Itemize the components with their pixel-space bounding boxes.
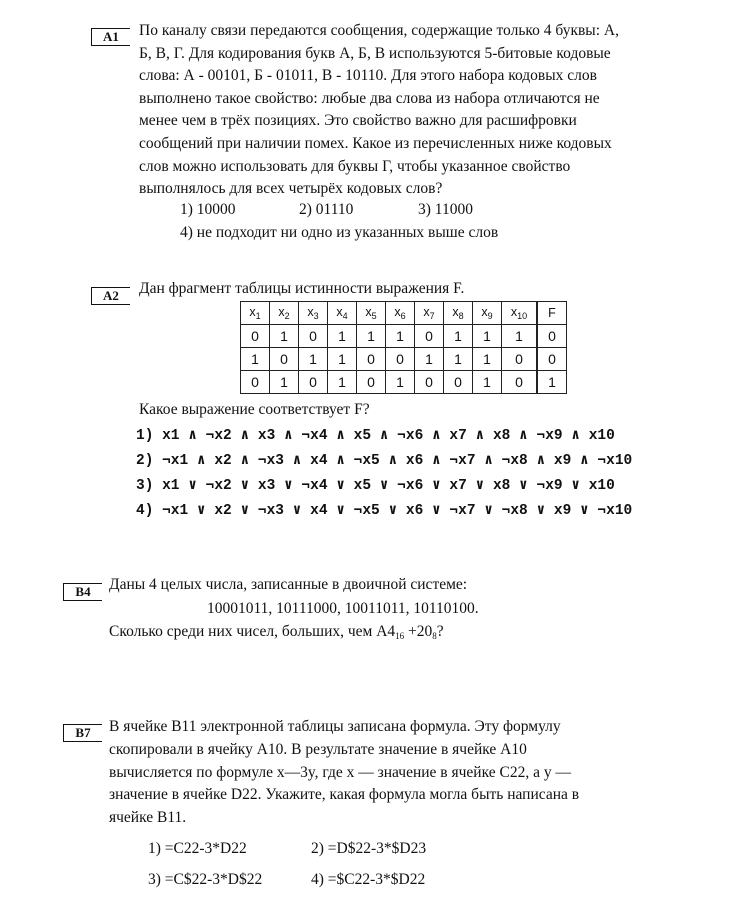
header-cell-f: F: [537, 302, 567, 325]
a2-intro: Дан фрагмент таблицы истинности выражения F.: [139, 280, 465, 297]
header-cell: $x_8$: [444, 302, 473, 325]
b4-question-end: ?: [436, 623, 444, 640]
b7-line: скопировали в ячейку A10. В результате значение в ячейке A10: [109, 740, 527, 758]
truth-table: [240, 301, 567, 394]
b4-sub-8: 8: [432, 631, 437, 641]
b7-line: значение в ячейке D22. Укажите, какая формула могла быть написана в: [109, 786, 580, 804]
a1-line: сообщений при наличии помех. Какое из перечисленных ниже кодовых: [139, 134, 612, 152]
table-cell: 1: [473, 371, 502, 394]
b7-question-text: [109, 716, 579, 830]
a1-line: выполнялось для всех четырёх кодовых слов?: [139, 180, 443, 198]
table-cell: 0: [241, 371, 270, 394]
b7-option-2: 2) =D$22-3*$D23: [311, 840, 427, 857]
table-cell: 1: [473, 348, 502, 371]
a2-formula-4: 4) ¬x1 ∨ x2 ∨ ¬x3 ∨ x4 ∨ ¬x5 ∨ x6 ∨ ¬x7 ∨ ¬x8 ∨ x9 ∨ ¬x10: [136, 503, 633, 519]
header-cell: $x_{10}$: [502, 302, 538, 325]
table-cell-f: 1: [537, 371, 567, 394]
table-cell: 1: [241, 348, 270, 371]
table-cell: 1: [444, 348, 473, 371]
task-label-b7: B7: [63, 724, 102, 742]
b7-option-1: 1) =C22-3*D22: [148, 840, 247, 857]
table-cell: 0: [299, 325, 328, 348]
table-cell: 0: [444, 371, 473, 394]
table-cell: 1: [328, 371, 357, 394]
b4-question: [109, 623, 444, 641]
b4-question-prefix: Сколько среди них чисел, больших, чем A4: [109, 623, 396, 640]
b4-numbers: 10001011, 10111000, 10011011, 10110100.: [207, 600, 479, 617]
a1-option-4: 4) не подходит ни одно из указанных выше слов: [180, 224, 499, 241]
table-cell: 1: [386, 371, 415, 394]
a2-formula-2: 2) ¬x1 ∧ x2 ∧ ¬x3 ∧ x4 ∧ ¬x5 ∧ x6 ∧ ¬x7 ∧ ¬x8 ∧ x9 ∧ ¬x10: [136, 453, 633, 469]
table-cell: 0: [357, 348, 386, 371]
task-label-a2: A2: [91, 287, 130, 305]
header-cell: $x_7$: [415, 302, 444, 325]
header-cell: $x_2$: [270, 302, 299, 325]
table-cell: 0: [241, 325, 270, 348]
b7-option-3: 3) =C$22-3*D$22: [148, 871, 263, 888]
table-cell: 0: [502, 348, 538, 371]
a1-question-text: [139, 20, 619, 201]
table-cell: 1: [299, 348, 328, 371]
b7-line: В ячейке B11 электронной таблицы записана формула. Эту формулу: [109, 718, 561, 735]
table-cell: 1: [502, 325, 538, 348]
header-cell: $x_9$: [473, 302, 502, 325]
table-cell: 1: [328, 325, 357, 348]
b7-line: вычисляется по формуле x—3y, где x — значение в ячейке C22, а y —: [109, 763, 571, 781]
table-cell: 1: [415, 348, 444, 371]
a1-option-3: 3) 11000: [418, 201, 473, 218]
task-label-b4: B4: [63, 583, 102, 601]
table-row: [241, 371, 567, 394]
a1-line: менее чем в трёх позициях. Это свойство важно для расшифровки: [139, 112, 577, 130]
truth-table-header: [241, 302, 567, 325]
a1-option-2: 2) 01110: [299, 201, 354, 218]
table-cell: 1: [473, 325, 502, 348]
table-cell: 0: [299, 371, 328, 394]
a2-formula-1: 1) x1 ∧ ¬x2 ∧ x3 ∧ ¬x4 ∧ x5 ∧ ¬x6 ∧ x7 ∧ x8 ∧ ¬x9 ∧ x10: [136, 428, 615, 444]
table-cell: 1: [386, 325, 415, 348]
table-cell-f: 0: [537, 348, 567, 371]
a2-formula-3: 3) x1 ∨ ¬x2 ∨ x3 ∨ ¬x4 ∨ x5 ∨ ¬x6 ∨ x7 ∨ x8 ∨ ¬x9 ∨ x10: [136, 478, 615, 494]
table-row: [241, 348, 567, 371]
header-cell: $x_4$: [328, 302, 357, 325]
table-cell: 1: [357, 325, 386, 348]
table-cell: 0: [357, 371, 386, 394]
header-cell: $x_6$: [386, 302, 415, 325]
task-label-a1: A1: [91, 28, 130, 46]
table-cell: 1: [444, 325, 473, 348]
a2-question: Какое выражение соответствует F?: [139, 401, 370, 418]
b7-line: ячейке B11.: [109, 809, 187, 827]
a1-option-1: 1) 10000: [180, 201, 236, 218]
b7-option-4: 4) =$C22-3*$D22: [311, 871, 426, 888]
table-cell: 0: [270, 348, 299, 371]
a1-line: Б, В, Г. Для кодирования букв А, Б, В используются 5-битовые кодовые: [139, 44, 611, 62]
header-cell: $x_1$: [241, 302, 270, 325]
table-cell: 0: [502, 371, 538, 394]
table-cell-f: 0: [537, 325, 567, 348]
b4-line-1: Даны 4 целых числа, записанные в двоичной системе:: [109, 576, 468, 593]
table-row: [241, 325, 567, 348]
a1-line: слов можно использовать для буквы Г, чтобы указанное свойство: [139, 157, 571, 175]
a1-line: выполнено такое свойство: любые два слова из набора отличаются не: [139, 89, 600, 107]
a1-line: По каналу связи передаются сообщения, содержащие только 4 буквы: А,: [139, 22, 619, 39]
header-cell: $x_5$: [357, 302, 386, 325]
table-cell: 0: [415, 325, 444, 348]
table-cell: 1: [270, 325, 299, 348]
b4-question-mid: +20: [404, 623, 433, 640]
table-cell: 1: [328, 348, 357, 371]
a1-line: слова: А - 00101, Б - 01011, В - 10110. Для этого набора кодовых слов: [139, 67, 597, 85]
b4-sub-16: 16: [395, 631, 405, 641]
header-cell: $x_3$: [299, 302, 328, 325]
table-cell: 0: [415, 371, 444, 394]
table-cell: 0: [386, 348, 415, 371]
table-cell: 1: [270, 371, 299, 394]
